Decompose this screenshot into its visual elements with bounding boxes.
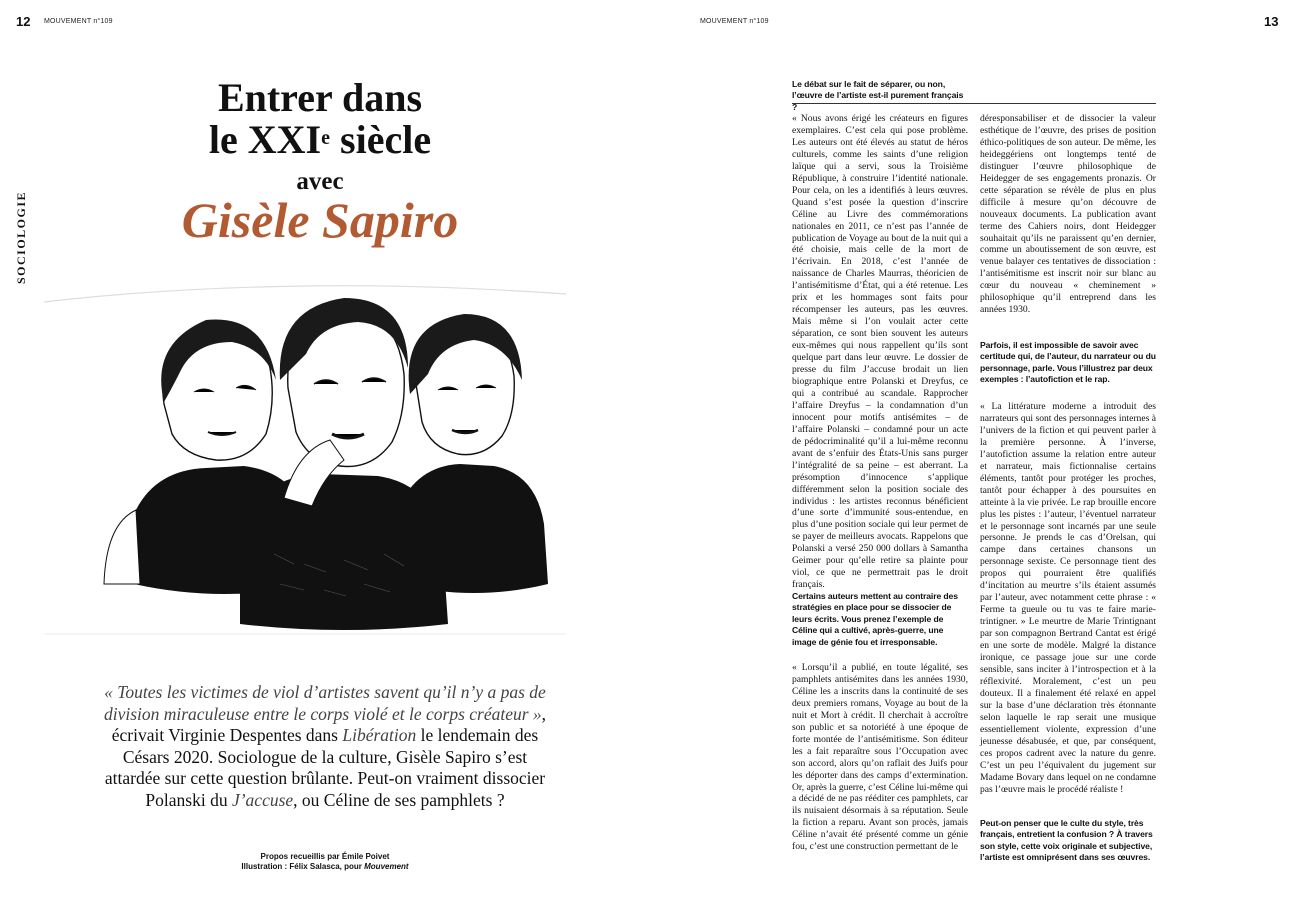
answer-2-continued: déresponsabiliser et de dissocier la valeur esthétique de l’œuvre, des prises de position éthico-politiques de son auteur. De même, les heideggériens ont longtemps tenté de distinguer l’œuvre philosophique de Heidegger de ses engagements pronazis. Or cette séparation se révèle de plus en plus difficile à mesure qu’on découvre de nouveaux documents. La publication avant terme des Cahiers noirs, dont Heidegger souhaitait qu’ils ne paraissent qu’en dernier, comme un aboutissement de son œuvre, est venue balayer ces tentatives de dissociation : l’antisémitisme est inscrit noir sur blanc au cœur du nouveau « cheminement » philosophique qu’il entreprend dans les années 1930. — [980, 113, 1156, 316]
page-number-left: 12 — [16, 14, 31, 29]
question-4: Peut-on penser que le culte du style, très français, entretient la confusion ? À travers son style, cette voix originale et subjective, l’artiste est omniprésent dans ses œuvres. — [980, 818, 1153, 863]
title-line-3: avec — [296, 168, 344, 195]
interviewee-name: Gisèle Sapiro — [181, 192, 459, 248]
intro-quote: « Toutes les victimes de viol d’artistes savent qu’il n’y a pas de division miraculeuse entre le corps violé et le corps créateur », écrivait Virginie Despentes dans Libération le lendemain des Césars 2020. Sociologue de la culture, Gisèle Sapiro s’est attardée sur cette question brûlante. Peut-on vraiment dissocier Polanski du J’accuse, ou Céline de ses pamphlets ? — [103, 682, 547, 810]
question-1: Le débat sur le fait de séparer, ou non, l’œuvre de l’artiste est-il purement français ? — [792, 79, 964, 112]
answer-2: « Lorsqu’il a publié, en toute légalité, ses pamphlets antisémites dans les années 1930, Céline les a inscrits dans la continuité de ses deux premiers romans, Voyage au bout de la nuit et Mort à crédit. Il cherchait à accroître son public et sa notoriété à une époque de forte montée de l’antisémitisme. Son éditeur les a fait reparaître sous l’Occupation avec son accord, alors qu’on raflait des Juifs pour les déporter dans des camps d’extermination. Or, après la guerre, c’est Céline lui-même qui a décidé de ne pas rééditer ces pamphlets, car ils nuisaient désormais à sa réputation. Seule la fiction a reparu. Avant son procès, jamais Céline n’avait été présenté comme un génie fou, c’est une construction permettant de le — [792, 662, 968, 853]
section-label: SOCIOLOGIE — [14, 190, 28, 284]
divider — [792, 103, 1156, 104]
question-3: Parfois, il est impossible de savoir avec certitude qui, de l’auteur, du narrateur ou du personnage, parle. Vous l’illustrez par deux exemples : l’autofiction et le rap. — [980, 340, 1156, 385]
answer-1: « Nous avons érigé les créateurs en figures exemplaires. C’est cela qui pose problème. Les auteurs ont été élevés au statut de héros culturels, comme les saints d’une religion laïque qui a servi, sous la Troisième République, à construire l’identité nationale. Pour cela, on les a identifiés à leurs œuvres. Quand s’est posée la question d’inscrire Céline au Livre des commémorations nationales en 2011, ce n’est pas l’année de publication de Voyage au bout de la nuit qui a été choisie, mais celle de la mort de l’écrivain. En 2018, c’est l’année de naissance de Charles Maurras, théoricien de l’antisémitisme d’État, qui a été retenue. Les prix et les hommages sont faits pour récompenser les auteurs, pas les œuvres. Mais même si l’on voulait acter cette séparation, ce sont bien souvent les auteurs eux-mêmes qui nous rappellent qu’ils sont quelque part dans leur œuvre. Le dossier de presse du film J’accuse brodait un lien biographique entre Polanski et Dreyfus, ce qui a contribué au scandale. Rapprocher l’affaire Dreyfus – la condamnation d’un innocent pour motifs antisémites – de l’affaire Polanski – condamné pour un acte de pédocriminalité qu’il a lui-même reconnu avant de s’enfuir des États-Unis sans purger l’intégralité de sa peine – est aberrant. La présomption d’innocence s’applique différemment selon la position sociale des individus : les artistes reconnus bénéficient d’une sorte d’immunité sous-entendue, en plus d’une position sociale qui leur permet de se payer de meilleurs avocats. Rappelons que Polanski a versé 250 000 dollars à Samantha Geimer pour qu’elle retire sa plainte pour viol, ce que ne permettrait pas le droit français. — [792, 113, 968, 591]
portrait-illustration — [44, 284, 566, 636]
title-line-2: le XXIe siècle — [208, 117, 432, 162]
answer-3: « La littérature moderne a introduit des narrateurs qui sont des personnages internes à l’univers de la fiction et qui peuvent parler à la première personne. À l’inverse, l’autofiction assume la relation entre auteur et narrateur, mais fictionnalise certains éléments, tantôt pour protéger les proches, tantôt pour échapper à des poursuites en atteinte à la vie privée. Le rap brouille encore plus les pistes : l’auteur, l’éventuel narrateur et le personnage sont incarnés par une seule personne. Je prends le cas d’Orelsan, qui campe dans certaines chansons un personnage sexiste. Ce personnage tient des propos qui pourraient être qualifiés d’incitation au meurtre s’ils étaient assumés par l’auteur, avec notamment cette phrase : « Ferme ta gueule ou tu vas te faire marie-trintigner. » Le meurtre de Marie Trintignant par son compagnon Bertrand Cantat est érigé en une sorte de modèle. Malgré la distance ironique, ce passage joue sur une corde sensible, sans inciter à l’introspection et à la réflexivité. Moralement, c’est un peu douteux. Il a finalement été relaxé en appel sur la base d’une déclaration très étonnante selon laquelle le rap serait une musique essentiellement violente, expression d’une jeunesse désabusée, et que, par conséquent, ces propos cadrent avec la nature du genre. C’est un peu l’équivalent du jugement sur Madame Bovary dans lequel on ne condamne pas l’œuvre mais le procédé réaliste ! — [980, 401, 1156, 795]
page-number-right: 13 — [1264, 14, 1279, 29]
credits: Propos recueillis par Émile Poivet Illustration : Félix Salasca, pour Mouvement — [241, 852, 409, 871]
title-line-1: Entrer dans — [217, 75, 423, 120]
question-2: Certains auteurs mettent au contraire des stratégies en place pour se dissocier de leurs écrits. Vous prenez l’exemple de Céline qui a cultivé, après-guerre, une image de génie fou et irresponsable. — [792, 591, 958, 647]
magazine-header-left: MOUVEMENT n°109 — [44, 18, 113, 25]
magazine-header-right: MOUVEMENT n°109 — [700, 18, 769, 25]
